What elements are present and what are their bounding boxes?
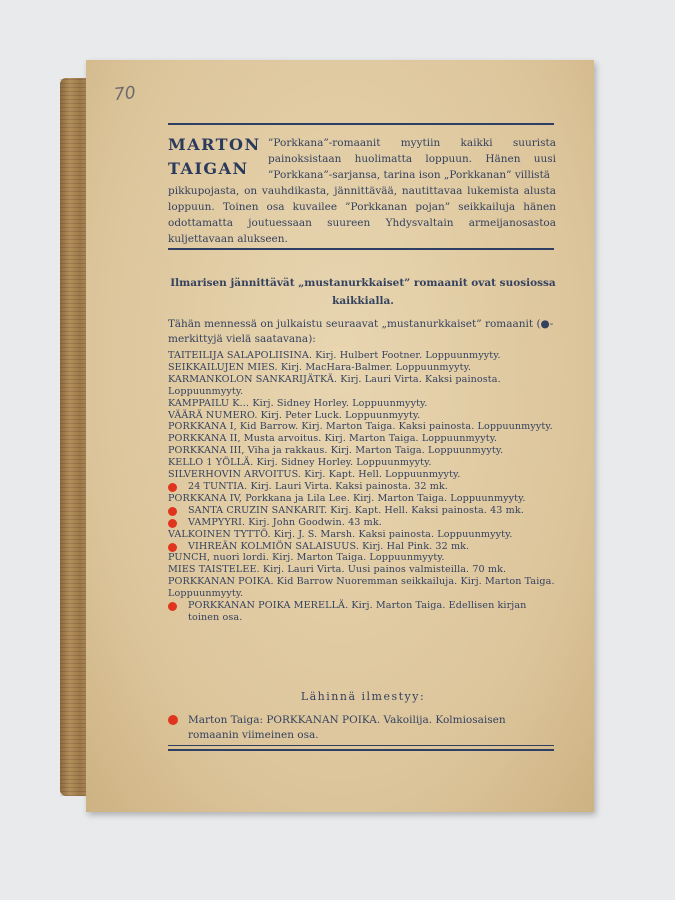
bottom-rule-thin: [168, 745, 554, 746]
book-list-item: VIHREÄN KOLMIÖN SALAISUUS. Kirj. Hal Pink. 32 mk.: [168, 541, 560, 553]
book-list-item: VAMPYYRI. Kirj. John Goodwin. 43 mk.: [168, 517, 560, 529]
series-subhead: Tähän mennessä on julkaistu seuraavat „mustanurkkaiset” romaanit (●-merkittyjä vielä saatavana):: [168, 318, 554, 345]
book-list-item: PORKKANA I, Kid Barrow. Kirj. Marton Taiga. Kaksi painosta. Loppuunmyyty.: [168, 421, 553, 433]
book-list-item: MIES TAISTELEE. Kirj. Lauri Virta. Uusi painos valmisteilla. 70 mk.: [168, 564, 507, 576]
upcoming-item: Marton Taiga: PORKKANAN POIKA. Vakoilija. Kolmiosaisen romaanin viimeinen osa.: [168, 713, 558, 743]
upcoming-heading: Lähinnä ilmestyy:: [300, 690, 426, 703]
intro-text: ”Porkkana”-romaanit myytiin kaikki suurista painoksistaan huolimatta loppuun. Hänen uusi ”Porkkana”-sarjansa, tarina ison „Porkkanan” villistä: [268, 137, 556, 181]
middle-rule: [168, 248, 554, 250]
handwritten-price: 70: [113, 82, 137, 106]
book-list-item: PORKKANA IV, Porkkana ja Lila Lee. Kirj. Marton Taiga. Loppuunmyyty.: [168, 492, 526, 504]
book-list-item: PORKKANA II, Musta arvoitus. Kirj. Marton Taiga. Loppuunmyyty.: [168, 433, 498, 445]
book-list-item: SILVERHOVIN ARVOITUS. Kirj. Kapt. Hell. Loppuunmyyty.: [168, 469, 461, 481]
book-list: [168, 350, 560, 624]
book-list-item: SEIKKAILUJEN MIES. Kirj. MacHara-Balmer. Loppuunmyyty.: [168, 361, 471, 373]
book-list-item: VÄÄRÄ NUMERO. Kirj. Peter Luck. Loppuunmyyty.: [168, 409, 421, 421]
book-list-item: KAMPPAILU K… Kirj. Sidney Horley. Loppuunmyyty.: [168, 397, 428, 409]
author-title: MARTON TAIGAN: [168, 135, 261, 178]
book-list-item: KARMANKOLON SANKARIJÄTKÄ. Kirj. Lauri Virta. Kaksi painosta. Loppuunmyyty.: [168, 373, 501, 397]
book-list-item: VALKOINEN TYTTÖ. Kirj. J. S. Marsh. Kaksi painosta. Loppuunmyyty.: [168, 528, 513, 540]
book-list-item: PORKKANAN POIKA MERELLÄ. Kirj. Marton Taiga. Edellisen kirjan toinen osa.: [168, 600, 560, 624]
intro-text-continued: pikkupojasta, on vauhdikasta, jännittävää, nautittavaa lukemista alusta loppuun. Toinen osa kuvailee ”Porkkanan pojan” seikkailuja hänen odottamatta joutuessaan suureen Yhdysvaltain armeijanosastoa kuljettavaan alukseen.: [168, 185, 556, 245]
book-list-item: KELLO 1 YÖLLÄ. Kirj. Sidney Horley. Loppuunmyyty.: [168, 457, 432, 469]
top-rule: [168, 123, 554, 125]
book-list-item: SANTA CRUZIN SANKARIT. Kirj. Kapt. Hell. Kaksi painosta. 43 mk.: [168, 505, 560, 517]
series-headline: Ilmarisen jännittävät „mustanurkkaiset” romaanit ovat suosiossa kaikkialla.: [170, 277, 556, 307]
book-list-item: PORKKANAN POIKA. Kid Barrow Nuoremman seikkailuja. Kirj. Marton Taiga. Loppuunmyyty.: [168, 576, 555, 600]
book-list-item: 24 TUNTIA. Kirj. Lauri Virta. Kaksi painosta. 32 mk.: [168, 481, 560, 493]
bottom-rule-thick: [168, 749, 554, 751]
book-list-item: PUNCH, nuori lordi. Kirj. Marton Taiga. Loppuunmyyty.: [168, 552, 445, 564]
book-list-item: TAITEILIJA SALAPOLIISINA. Kirj. Hulbert Footner. Loppuunmyyty.: [168, 350, 501, 361]
book-list-item: PORKKANA III, Viha ja rakkaus. Kirj. Marton Taiga. Loppuunmyyty.: [168, 445, 504, 457]
